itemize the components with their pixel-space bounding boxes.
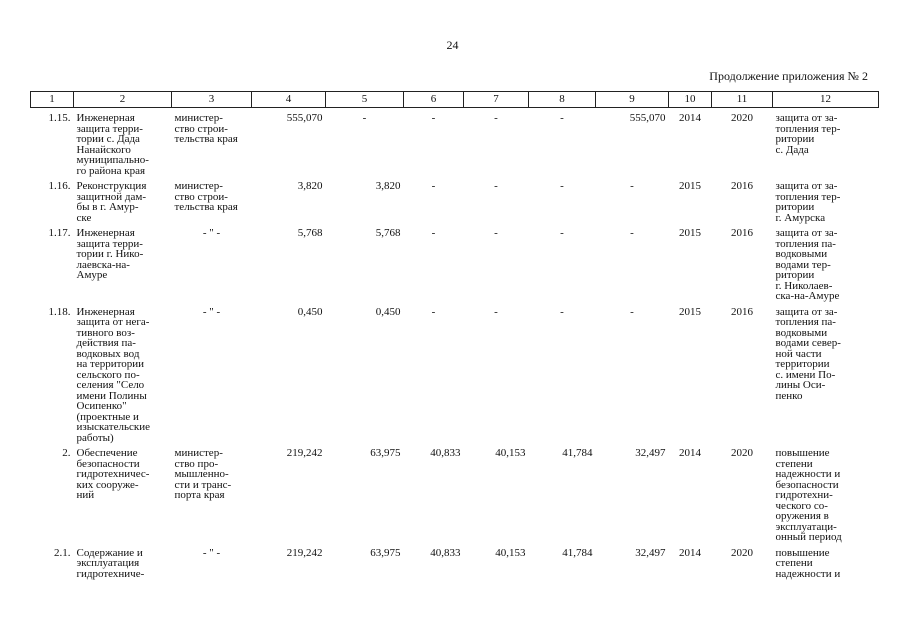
cell-text: 3,820: [297, 180, 323, 192]
cell-text: -: [431, 305, 436, 318]
row-number-cell: [31, 223, 74, 302]
start-year-cell: [669, 223, 712, 302]
expected-result-cell: [773, 302, 879, 444]
column-header: 6: [404, 92, 464, 108]
cell-text: 2020: [731, 112, 753, 124]
column-header: 3: [172, 92, 252, 108]
cell-text: Инженерная защита от нега- тивного воз- действия па- водковых вод на территории сельского по- селения "Село имени Полины Осипенко" (проектные и изыскательские работы): [76, 305, 150, 444]
cell-text: -: [431, 112, 436, 124]
expected-result-cell: [773, 543, 879, 580]
cell-text: 40,153: [495, 447, 526, 459]
cell-text: 5,768: [375, 227, 401, 239]
amount-cell: [529, 223, 596, 302]
cell-text: Инженерная защита терри- тории с. Дада Нанайского муниципально- го района края: [76, 112, 149, 177]
end-year-cell: [712, 176, 773, 223]
cell-text: -: [630, 305, 634, 318]
amount-cell: [596, 543, 669, 580]
amount-cell: [404, 302, 464, 444]
cell-text: -: [431, 180, 436, 192]
expected-result-cell: [773, 108, 879, 177]
amount-cell: [529, 543, 596, 580]
column-header: 5: [326, 92, 404, 108]
cell-text: Реконструкция защитной дам- бы в г. Амур- ске: [76, 180, 147, 224]
expected-result-cell: [773, 223, 879, 302]
row-number-cell: [31, 543, 74, 580]
column-header: 8: [529, 92, 596, 108]
table-row: [31, 108, 879, 177]
cell-text: - " -: [202, 546, 221, 559]
amount-cell: [596, 223, 669, 302]
row-number-cell: [31, 302, 74, 444]
column-header: 4: [252, 92, 326, 108]
cell-text: защита от за- топления па- водковыми водами север- ной части территории с. имени По- лины Оси- пенко: [775, 305, 841, 402]
column-header: 7: [464, 92, 529, 108]
cell-text: 1.18.: [48, 305, 71, 318]
cell-text: министер- ство строи- тельства края: [174, 112, 238, 145]
cell-text: 2014: [679, 112, 701, 124]
cell-text: 555,070: [286, 112, 323, 124]
cell-text: 63,975: [370, 546, 401, 559]
cell-text: Обеспечение безопасности гидротехничес- ких сооруже- ний: [76, 447, 150, 501]
cell-text: 219,242: [286, 447, 323, 459]
amount-cell: [326, 108, 404, 177]
cell-text: 32,497: [635, 546, 666, 559]
cell-text: - " -: [202, 227, 221, 239]
cell-text: -: [560, 227, 564, 239]
cell-text: повышение степени надежности и безопасности гидротехни- ческого со- оружения в эксплуатаци- онный период: [775, 447, 842, 543]
executor-cell: [172, 302, 252, 444]
cell-text: -: [560, 305, 564, 318]
cell-text: 2016: [731, 305, 753, 318]
cell-text: 2016: [731, 227, 753, 239]
cell-text: 2014: [679, 546, 701, 559]
total-amount-cell: [252, 543, 326, 580]
amount-cell: [404, 108, 464, 177]
cell-text: защита от за- топления тер- ритории г. Амурска: [775, 180, 841, 224]
cell-text: -: [494, 305, 498, 318]
column-header: 1: [31, 92, 74, 108]
cell-text: 40,833: [430, 447, 461, 459]
executor-cell: [172, 223, 252, 302]
row-number-cell: [31, 176, 74, 223]
amount-cell: [464, 176, 529, 223]
end-year-cell: [712, 108, 773, 177]
amount-cell: [596, 302, 669, 444]
expected-result-cell: [773, 176, 879, 223]
start-year-cell: [669, 443, 712, 543]
table-header-row: [31, 92, 879, 108]
cell-text: 5,768: [297, 227, 323, 239]
total-amount-cell: [252, 176, 326, 223]
cell-text: 2.1.: [54, 546, 71, 559]
cell-text: 1.17.: [48, 227, 71, 239]
amount-cell: [529, 176, 596, 223]
cell-text: -: [494, 227, 498, 239]
cell-text: 2020: [731, 447, 753, 459]
amount-cell: [464, 108, 529, 177]
amount-cell: [404, 223, 464, 302]
cell-text: 2015: [679, 305, 701, 318]
cell-text: повышение степени надежности и: [775, 546, 841, 580]
amount-cell: [464, 543, 529, 580]
amount-cell: [529, 108, 596, 177]
table-row: [31, 443, 879, 543]
table-row: [31, 543, 879, 580]
page-number: 24: [446, 38, 459, 52]
cell-text: -: [431, 227, 436, 239]
measure-name-cell: [74, 176, 172, 223]
cell-text: -: [494, 180, 498, 192]
amount-cell: [529, 302, 596, 444]
cell-text: 32,497: [635, 447, 666, 459]
cell-text: 2.: [62, 447, 71, 459]
measure-name-cell: [74, 108, 172, 177]
cell-text: 63,975: [370, 447, 401, 459]
cell-text: 0,450: [297, 305, 323, 318]
cell-text: 3,820: [375, 180, 401, 192]
measure-name-cell: [74, 302, 172, 444]
amount-cell: [464, 443, 529, 543]
cell-text: 2020: [731, 546, 753, 559]
column-header: 12: [773, 92, 879, 108]
executor-cell: [172, 108, 252, 177]
table-row: [31, 223, 879, 302]
measure-name-cell: [74, 543, 172, 580]
amount-cell: [404, 176, 464, 223]
column-header: 9: [596, 92, 669, 108]
cell-text: 219,242: [286, 546, 323, 559]
total-amount-cell: [252, 108, 326, 177]
cell-text: министер- ство про- мышленно- сти и транс- порта края: [174, 447, 232, 501]
table-row: [31, 176, 879, 223]
cell-text: -: [630, 180, 634, 192]
end-year-cell: [712, 443, 773, 543]
cell-text: 1.15.: [48, 112, 71, 124]
column-header: 2: [74, 92, 172, 108]
amount-cell: [529, 443, 596, 543]
amount-cell: [326, 543, 404, 580]
cell-text: -: [362, 112, 367, 124]
amount-cell: [596, 108, 669, 177]
cell-text: -: [494, 112, 498, 124]
amount-cell: [404, 443, 464, 543]
measure-name-cell: [74, 443, 172, 543]
amount-cell: [326, 302, 404, 444]
total-amount-cell: [252, 223, 326, 302]
row-number-cell: [31, 443, 74, 543]
measure-name-cell: [74, 223, 172, 302]
cell-text: Инженерная защита терри- тории г. Нико- лаевска-на- Амуре: [76, 227, 144, 281]
appendix-table: [30, 91, 879, 579]
total-amount-cell: [252, 302, 326, 444]
amount-cell: [464, 223, 529, 302]
table-row: [31, 302, 879, 444]
column-header: 11: [712, 92, 773, 108]
row-number-cell: [31, 108, 74, 177]
cell-text: 555,070: [629, 112, 666, 124]
end-year-cell: [712, 543, 773, 580]
amount-cell: [404, 543, 464, 580]
cell-text: -: [560, 112, 564, 124]
cell-text: 41,784: [562, 447, 593, 459]
executor-cell: [172, 543, 252, 580]
cell-text: -: [560, 180, 564, 192]
executor-cell: [172, 176, 252, 223]
cell-text: -: [630, 227, 634, 239]
amount-cell: [596, 443, 669, 543]
cell-text: 2015: [679, 180, 701, 192]
cell-text: 0,450: [375, 305, 401, 318]
expected-result-cell: [773, 443, 879, 543]
start-year-cell: [669, 543, 712, 580]
amount-cell: [464, 302, 529, 444]
start-year-cell: [669, 302, 712, 444]
cell-text: защита от за- топления тер- ритории с. Дада: [775, 112, 841, 156]
cell-text: 40,833: [430, 546, 461, 559]
total-amount-cell: [252, 443, 326, 543]
amount-cell: [326, 176, 404, 223]
cell-text: 2015: [679, 227, 701, 239]
cell-text: министер- ство строи- тельства края: [174, 180, 238, 213]
executor-cell: [172, 443, 252, 543]
start-year-cell: [669, 176, 712, 223]
cell-text: 2014: [679, 447, 701, 459]
cell-text: 1.16.: [48, 180, 71, 192]
cell-text: Содержание и эксплуатация гидротехниче-: [76, 546, 145, 580]
cell-text: 40,153: [495, 546, 526, 559]
table-body: [31, 108, 879, 580]
cell-text: 2016: [731, 180, 753, 192]
end-year-cell: [712, 223, 773, 302]
cell-text: - " -: [202, 305, 221, 318]
cell-text: 41,784: [562, 546, 593, 559]
end-year-cell: [712, 302, 773, 444]
continuation-title: Продолжение приложения № 2: [709, 69, 868, 83]
amount-cell: [326, 443, 404, 543]
amount-cell: [326, 223, 404, 302]
cell-text: защита от за- топления па- водковыми водами тер- ритории г. Николаев- ска-на-Амуре: [775, 227, 840, 302]
amount-cell: [596, 176, 669, 223]
column-header: 10: [669, 92, 712, 108]
start-year-cell: [669, 108, 712, 177]
